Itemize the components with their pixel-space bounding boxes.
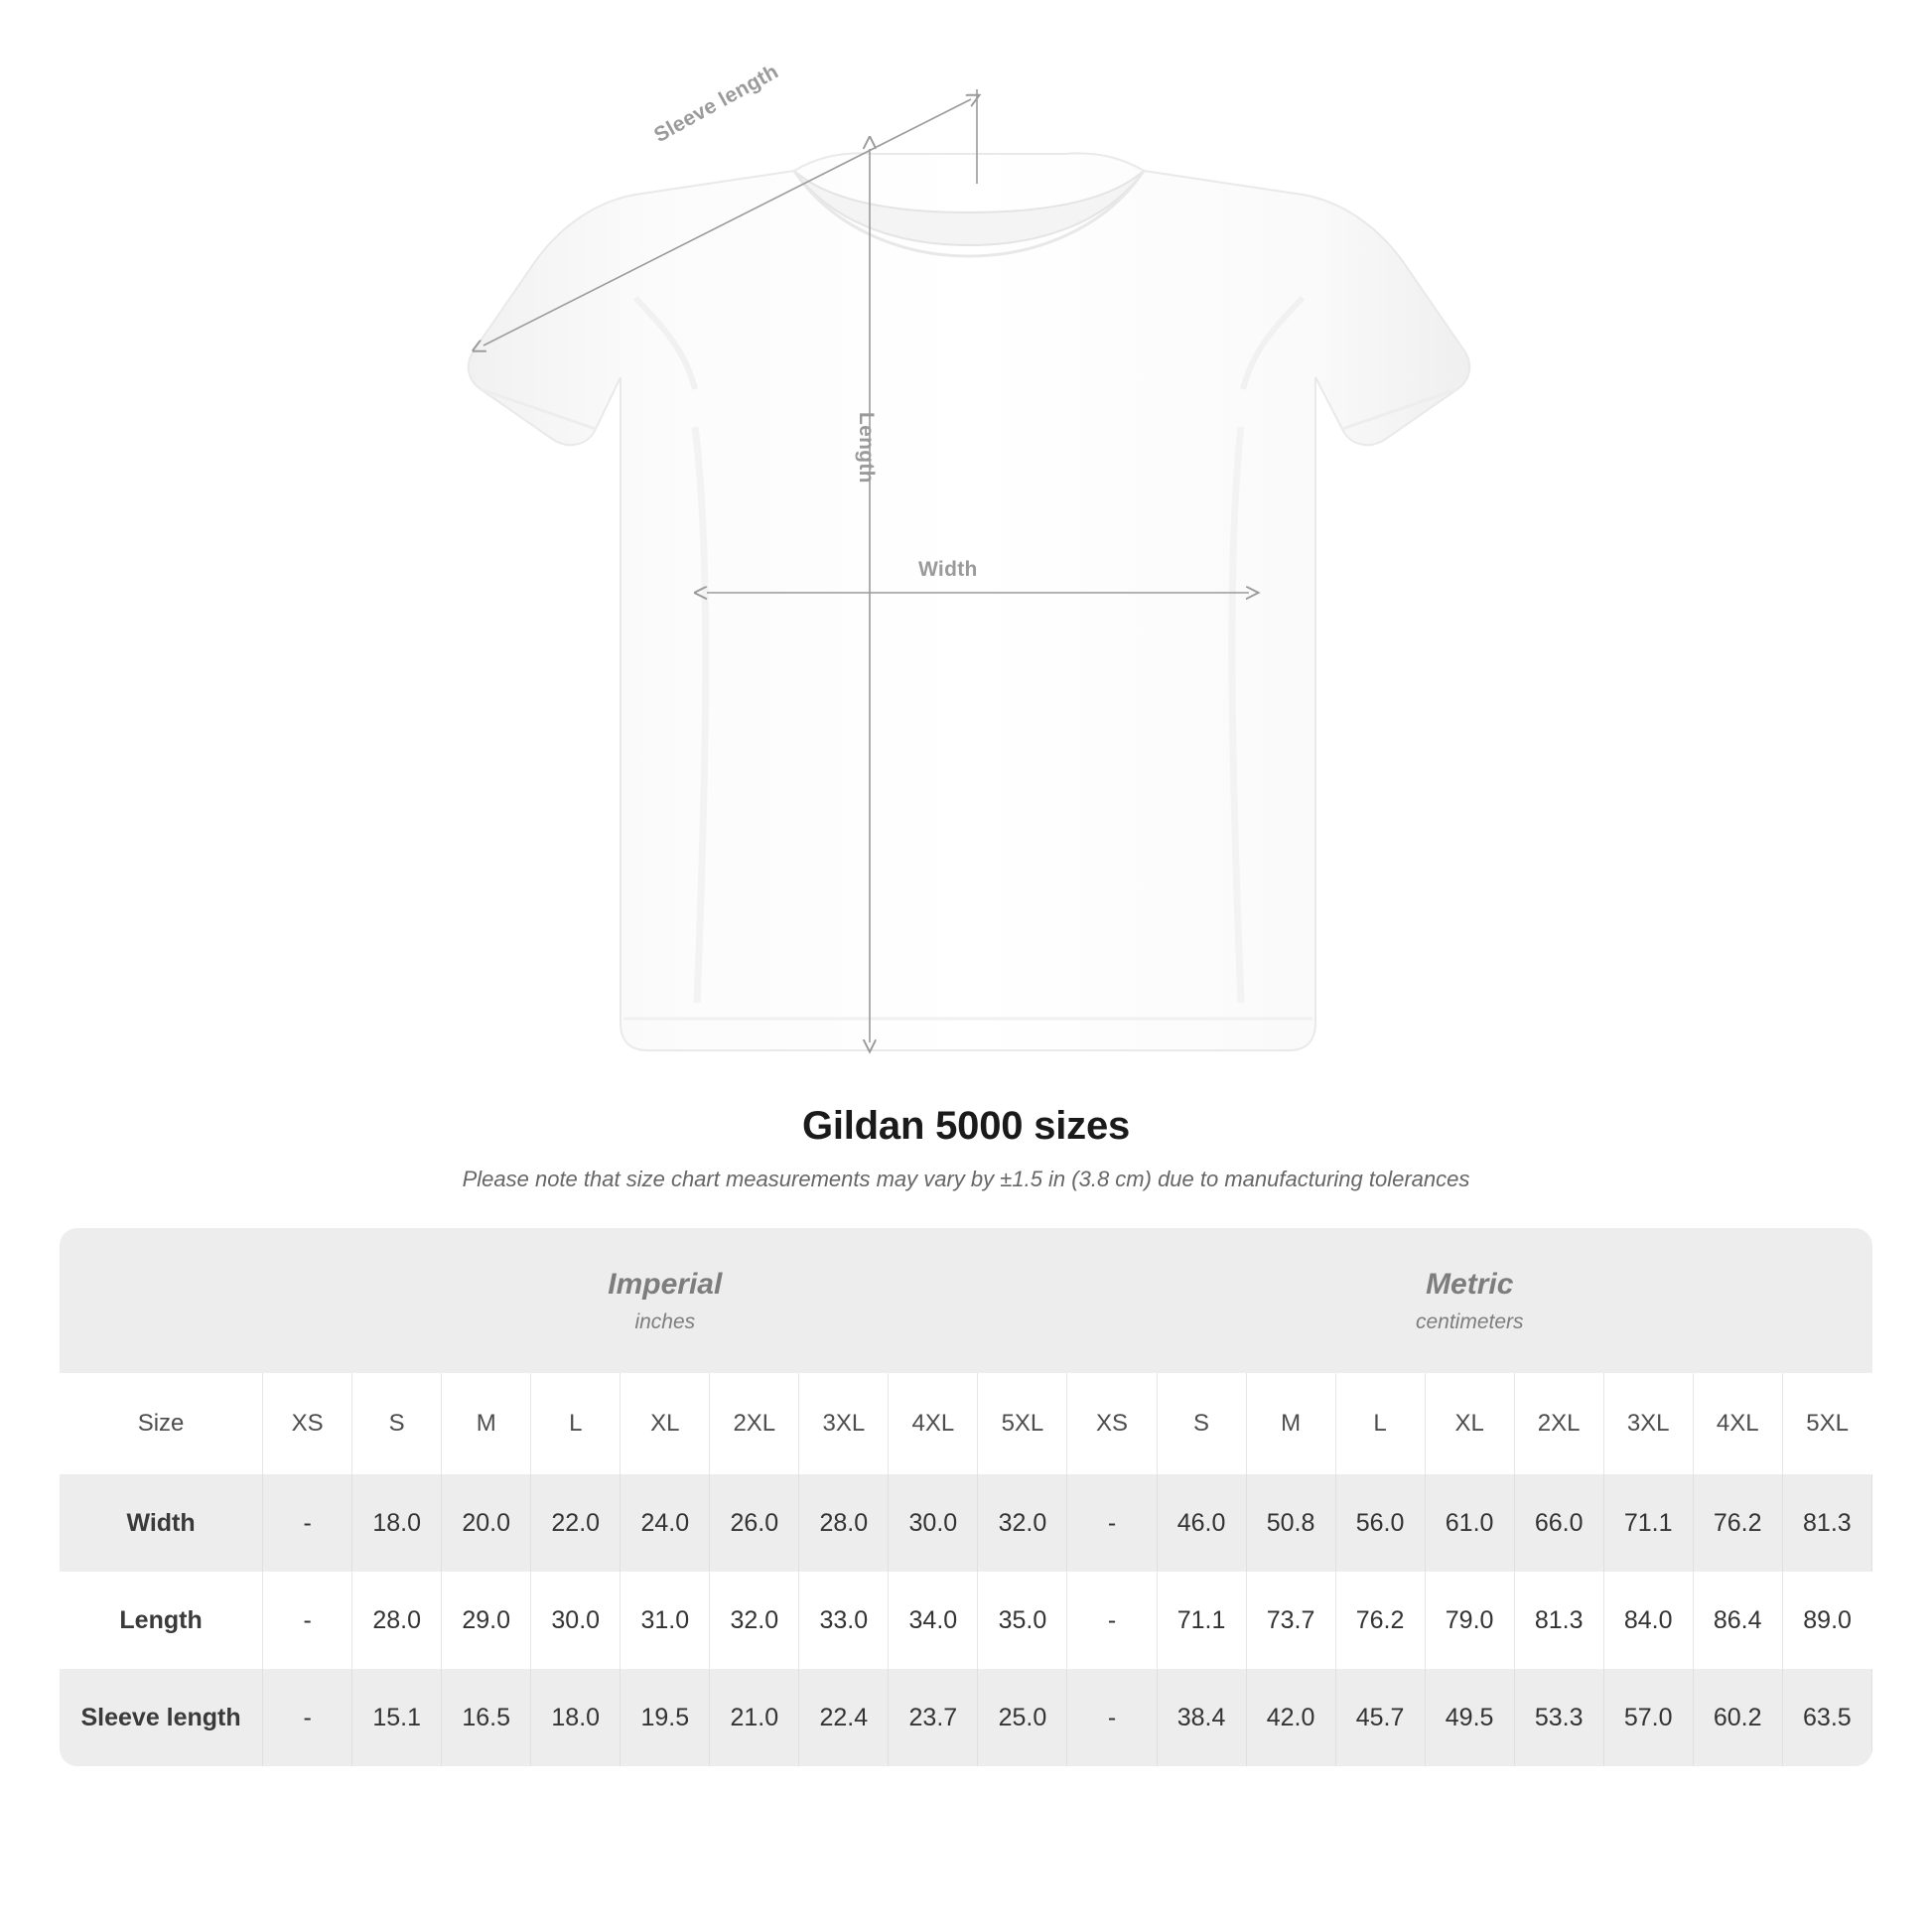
cell-width-imperial-2xl: 26.0 [710,1474,799,1572]
size-header-metric-l: L [1335,1373,1425,1474]
size-table [60,1228,1872,1766]
cell-length-imperial-xl: 31.0 [621,1572,710,1669]
cell-sleeve-metric-xs: - [1067,1669,1157,1766]
size-header-metric-4xl: 4XL [1693,1373,1782,1474]
size-header-imperial-m: M [442,1373,531,1474]
row-label-sleeve-length: Sleeve length [60,1669,263,1766]
cell-length-metric-4xl: 86.4 [1693,1572,1782,1669]
unit-metric-sub: centimeters [1415,1311,1524,1333]
cell-length-metric-xl: 79.0 [1425,1572,1514,1669]
size-header-metric-2xl: 2XL [1514,1373,1603,1474]
sleeve-length-label: Sleeve length [650,60,782,148]
chart-heading [0,1104,1932,1192]
cell-width-imperial-4xl: 30.0 [889,1474,978,1572]
row-label-length: Length [60,1572,263,1669]
cell-length-imperial-xs: - [263,1572,352,1669]
size-header-imperial-2xl: 2XL [710,1373,799,1474]
size-header-imperial-l: L [531,1373,621,1474]
size-header-metric-xl: XL [1425,1373,1514,1474]
cell-sleeve-metric-4xl: 60.2 [1693,1669,1782,1766]
size-header-imperial-xs: XS [263,1373,352,1474]
cell-sleeve-imperial-2xl: 21.0 [710,1669,799,1766]
cell-sleeve-metric-xl: 49.5 [1425,1669,1514,1766]
length-label: Length [855,412,878,483]
cell-sleeve-imperial-xl: 19.5 [621,1669,710,1766]
size-header-metric-xs: XS [1067,1373,1157,1474]
page-title: Gildan 5000 sizes [801,1104,1131,1148]
tshirt-body [469,153,1470,1050]
cell-width-imperial-xs: - [263,1474,352,1572]
unit-metric-name: Metric [1426,1268,1514,1301]
table-row [60,1572,1872,1669]
cell-width-imperial-xl: 24.0 [621,1474,710,1572]
size-header-metric-s: S [1157,1373,1246,1474]
size-header-metric-m: M [1246,1373,1335,1474]
unit-header-spacer [60,1228,263,1373]
cell-width-metric-xl: 61.0 [1425,1474,1514,1572]
cell-sleeve-imperial-s: 15.1 [352,1669,442,1766]
cell-width-imperial-s: 18.0 [352,1474,442,1572]
cell-sleeve-imperial-m: 16.5 [442,1669,531,1766]
cell-sleeve-metric-2xl: 53.3 [1514,1669,1603,1766]
tolerance-note: Please note that size chart measurements may vary by ±1.5 in (3.8 cm) due to manufacturing tolerances [462,1167,1470,1191]
cell-width-metric-2xl: 66.0 [1514,1474,1603,1572]
cell-sleeve-metric-l: 45.7 [1335,1669,1425,1766]
cell-sleeve-imperial-5xl: 25.0 [978,1669,1067,1766]
cell-sleeve-metric-5xl: 63.5 [1782,1669,1871,1766]
size-header-imperial-s: S [352,1373,442,1474]
cell-length-metric-m: 73.7 [1246,1572,1335,1669]
cell-sleeve-metric-s: 38.4 [1157,1669,1246,1766]
cell-sleeve-imperial-3xl: 22.4 [799,1669,889,1766]
cell-length-metric-s: 71.1 [1157,1572,1246,1669]
cell-width-imperial-5xl: 32.0 [978,1474,1067,1572]
cell-length-imperial-4xl: 34.0 [889,1572,978,1669]
width-label: Width [918,558,978,581]
cell-length-imperial-l: 30.0 [531,1572,621,1669]
unit-imperial-name: Imperial [608,1268,723,1301]
cell-length-metric-l: 76.2 [1335,1572,1425,1669]
cell-sleeve-imperial-4xl: 23.7 [889,1669,978,1766]
unit-header-imperial [263,1228,1067,1373]
cell-sleeve-imperial-xs: - [263,1669,352,1766]
size-header-metric-3xl: 3XL [1603,1373,1693,1474]
cell-length-metric-xs: - [1067,1572,1157,1669]
size-header-imperial-xl: XL [621,1373,710,1474]
cell-width-metric-4xl: 76.2 [1693,1474,1782,1572]
cell-width-metric-m: 50.8 [1246,1474,1335,1572]
cell-sleeve-metric-3xl: 57.0 [1603,1669,1693,1766]
size-header-imperial-5xl: 5XL [978,1373,1067,1474]
cell-width-metric-5xl: 81.3 [1782,1474,1871,1572]
cell-sleeve-metric-m: 42.0 [1246,1669,1335,1766]
cell-width-imperial-l: 22.0 [531,1474,621,1572]
size-header-label: Size [60,1373,263,1474]
cell-length-imperial-2xl: 32.0 [710,1572,799,1669]
cell-length-imperial-3xl: 33.0 [799,1572,889,1669]
table-row [60,1474,1872,1572]
unit-header-metric [1067,1228,1872,1373]
cell-length-imperial-s: 28.0 [352,1572,442,1669]
size-table-container [60,1228,1872,1766]
cell-width-metric-xs: - [1067,1474,1157,1572]
cell-length-metric-5xl: 89.0 [1782,1572,1871,1669]
size-header-imperial-3xl: 3XL [799,1373,889,1474]
cell-width-imperial-m: 20.0 [442,1474,531,1572]
cell-width-imperial-3xl: 28.0 [799,1474,889,1572]
cell-width-metric-s: 46.0 [1157,1474,1246,1572]
unit-imperial-sub: inches [634,1311,696,1333]
size-header-metric-5xl: 5XL [1782,1373,1871,1474]
cell-width-metric-l: 56.0 [1335,1474,1425,1572]
cell-length-imperial-5xl: 35.0 [978,1572,1067,1669]
cell-width-metric-3xl: 71.1 [1603,1474,1693,1572]
cell-length-metric-2xl: 81.3 [1514,1572,1603,1669]
cell-length-metric-3xl: 84.0 [1603,1572,1693,1669]
unit-header-row [60,1228,1872,1373]
cell-length-imperial-m: 29.0 [442,1572,531,1669]
size-header-imperial-4xl: 4XL [889,1373,978,1474]
table-row [60,1669,1872,1766]
size-header-row [60,1373,1872,1474]
cell-sleeve-imperial-l: 18.0 [531,1669,621,1766]
row-label-width: Width [60,1474,263,1572]
